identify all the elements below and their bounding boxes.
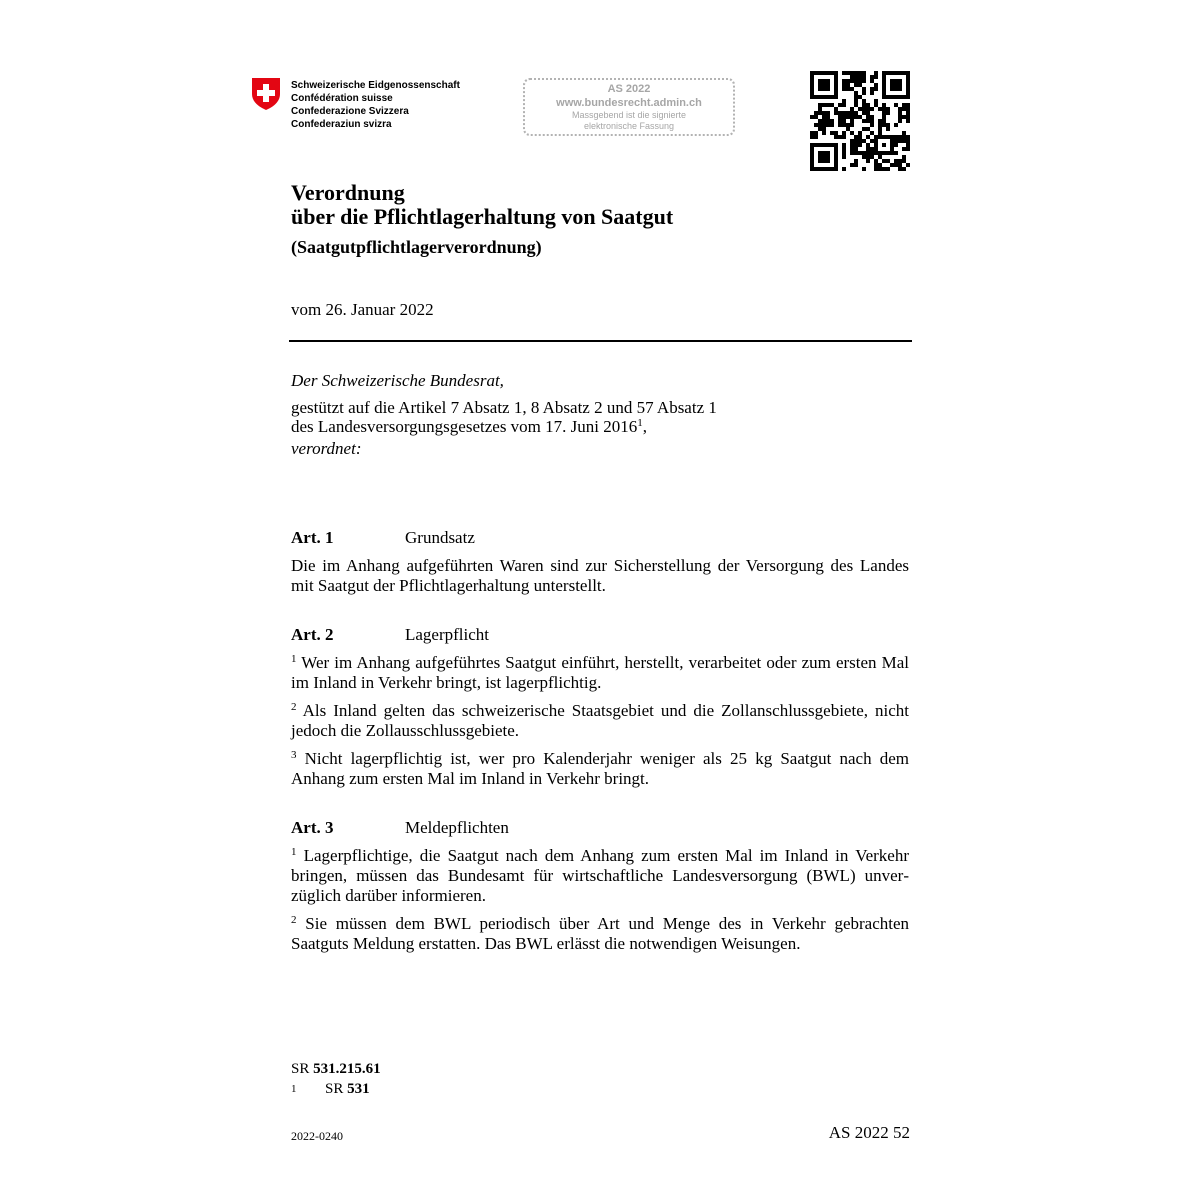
article-heading bbox=[291, 818, 909, 838]
sr-number bbox=[291, 1059, 381, 1080]
paragraph-text: Lagerpflichtige, die Saatgut nach dem Anhang zum ersten Mal im Inland in Verkehr bringen, müssen das Bundesamt für wirtschaftliche Landesversorgung (BWL) unverzüglich darüber informieren. bbox=[291, 846, 909, 905]
swiss-crest-icon bbox=[251, 77, 281, 111]
article-heading bbox=[291, 528, 909, 548]
title-divider bbox=[289, 340, 912, 342]
stamp-url: www.bundesrecht.admin.ch bbox=[556, 97, 702, 109]
qr-code-icon bbox=[810, 71, 910, 171]
article-number: Art. 3 bbox=[291, 818, 334, 837]
stamp-note-line2: elektronische Fassung bbox=[583, 121, 675, 131]
stamp-as-number: AS 2022 bbox=[607, 83, 651, 95]
article-title: Meldepflichten bbox=[405, 818, 509, 837]
footnote-prefix: SR bbox=[325, 1081, 344, 1097]
article-paragraph bbox=[291, 653, 909, 693]
article-heading bbox=[291, 625, 909, 645]
paragraph-number: 2 bbox=[291, 914, 297, 926]
preamble bbox=[291, 371, 911, 458]
confederation-name-it: Confederazione Svizzera bbox=[291, 106, 409, 117]
article-paragraph bbox=[291, 749, 909, 789]
as-reference: AS 2022 52 bbox=[828, 1123, 910, 1142]
paragraph-number: 1 bbox=[291, 653, 297, 665]
confederation-name-de: Schweizerische Eidgenossenschaft bbox=[291, 80, 460, 91]
article-title: Lagerpflicht bbox=[405, 625, 490, 644]
article-paragraph bbox=[291, 846, 909, 906]
footnote-mark: 1 bbox=[291, 1083, 297, 1095]
article-2 bbox=[291, 625, 909, 789]
article-3 bbox=[291, 818, 909, 954]
confederation-names bbox=[291, 79, 460, 131]
sr-prefix: SR bbox=[291, 1061, 310, 1077]
article-title: Grundsatz bbox=[405, 528, 475, 547]
document-date: vom 26. Januar 2022 bbox=[291, 300, 434, 319]
paragraph-text: Sie müssen dem BWL periodisch über Art und Menge des in Verkehr gebrachten Saatguts Meldung erstatten. Das BWL erlässt die notwendigen Weisungen. bbox=[291, 914, 910, 953]
footnote-reference[interactable]: 1 bbox=[637, 417, 643, 429]
article-number: Art. 2 bbox=[291, 625, 334, 644]
title-line-2: über die Pflichtlagerhaltung von Saatgut bbox=[291, 204, 674, 229]
legal-basis-text: des Landesversorgungsgesetzes vom 17. Juni 2016 bbox=[291, 417, 638, 436]
article-1 bbox=[291, 528, 909, 596]
document-short-title: (Saatgutpflichtlagerverordnung) bbox=[291, 237, 542, 257]
issuer: Der Schweizerische Bundesrat, bbox=[291, 371, 504, 390]
ordains: verordnet: bbox=[291, 439, 362, 458]
document-title bbox=[291, 181, 673, 229]
paragraph-number: 3 bbox=[291, 749, 297, 761]
document-number: 2022-0240 bbox=[291, 1129, 343, 1143]
footnote bbox=[291, 1079, 370, 1100]
paragraph-text: Als Inland gelten das schweizerische Staatsgebiet und die Zollanschlussgebiete, nicht jedoch die Zollausschlussgebiete. bbox=[291, 701, 909, 740]
title-line-1: Verordnung bbox=[291, 180, 405, 205]
official-publication-stamp bbox=[523, 78, 735, 136]
stamp-note-line1: Massgebend ist die signierte bbox=[571, 110, 687, 120]
article-paragraph bbox=[291, 914, 909, 954]
confederation-name-fr: Confédération suisse bbox=[291, 93, 393, 104]
legal-basis-line-1: gestützt auf die Artikel 7 Absatz 1, 8 Absatz 2 und 57 Absatz 1 bbox=[291, 398, 717, 417]
legal-basis-end: , bbox=[642, 417, 647, 436]
article-paragraph: Die im Anhang aufgeführten Waren sind zur Sicherstellung der Versorgung des Landes mit Saatgut der Pflichtlagerhaltung unterstellt. bbox=[291, 556, 909, 595]
confederation-name-rm: Confederaziun svizra bbox=[291, 119, 392, 130]
legal-basis-line-2 bbox=[291, 417, 911, 436]
article-number: Art. 1 bbox=[291, 528, 334, 547]
article-paragraph bbox=[291, 701, 909, 741]
footnote-sr-number: 531 bbox=[347, 1081, 370, 1097]
paragraph-text: Nicht lagerpflichtig ist, wer pro Kalenderjahr weniger als 25 kg Saatgut nach dem Anhang zum ersten Mal im Inland in Verkehr bringt. bbox=[291, 749, 910, 788]
paragraph-number: 1 bbox=[291, 846, 297, 858]
paragraph-number: 2 bbox=[291, 701, 297, 713]
paragraph-text: Wer im Anhang aufgeführtes Saatgut einführt, herstellt, verarbeitet oder zum ersten Mal im Inland in Verkehr bringt, ist lagerpflichtig. bbox=[291, 653, 909, 692]
sr-value: 531.215.61 bbox=[313, 1061, 381, 1077]
footnote-text bbox=[325, 1079, 370, 1100]
